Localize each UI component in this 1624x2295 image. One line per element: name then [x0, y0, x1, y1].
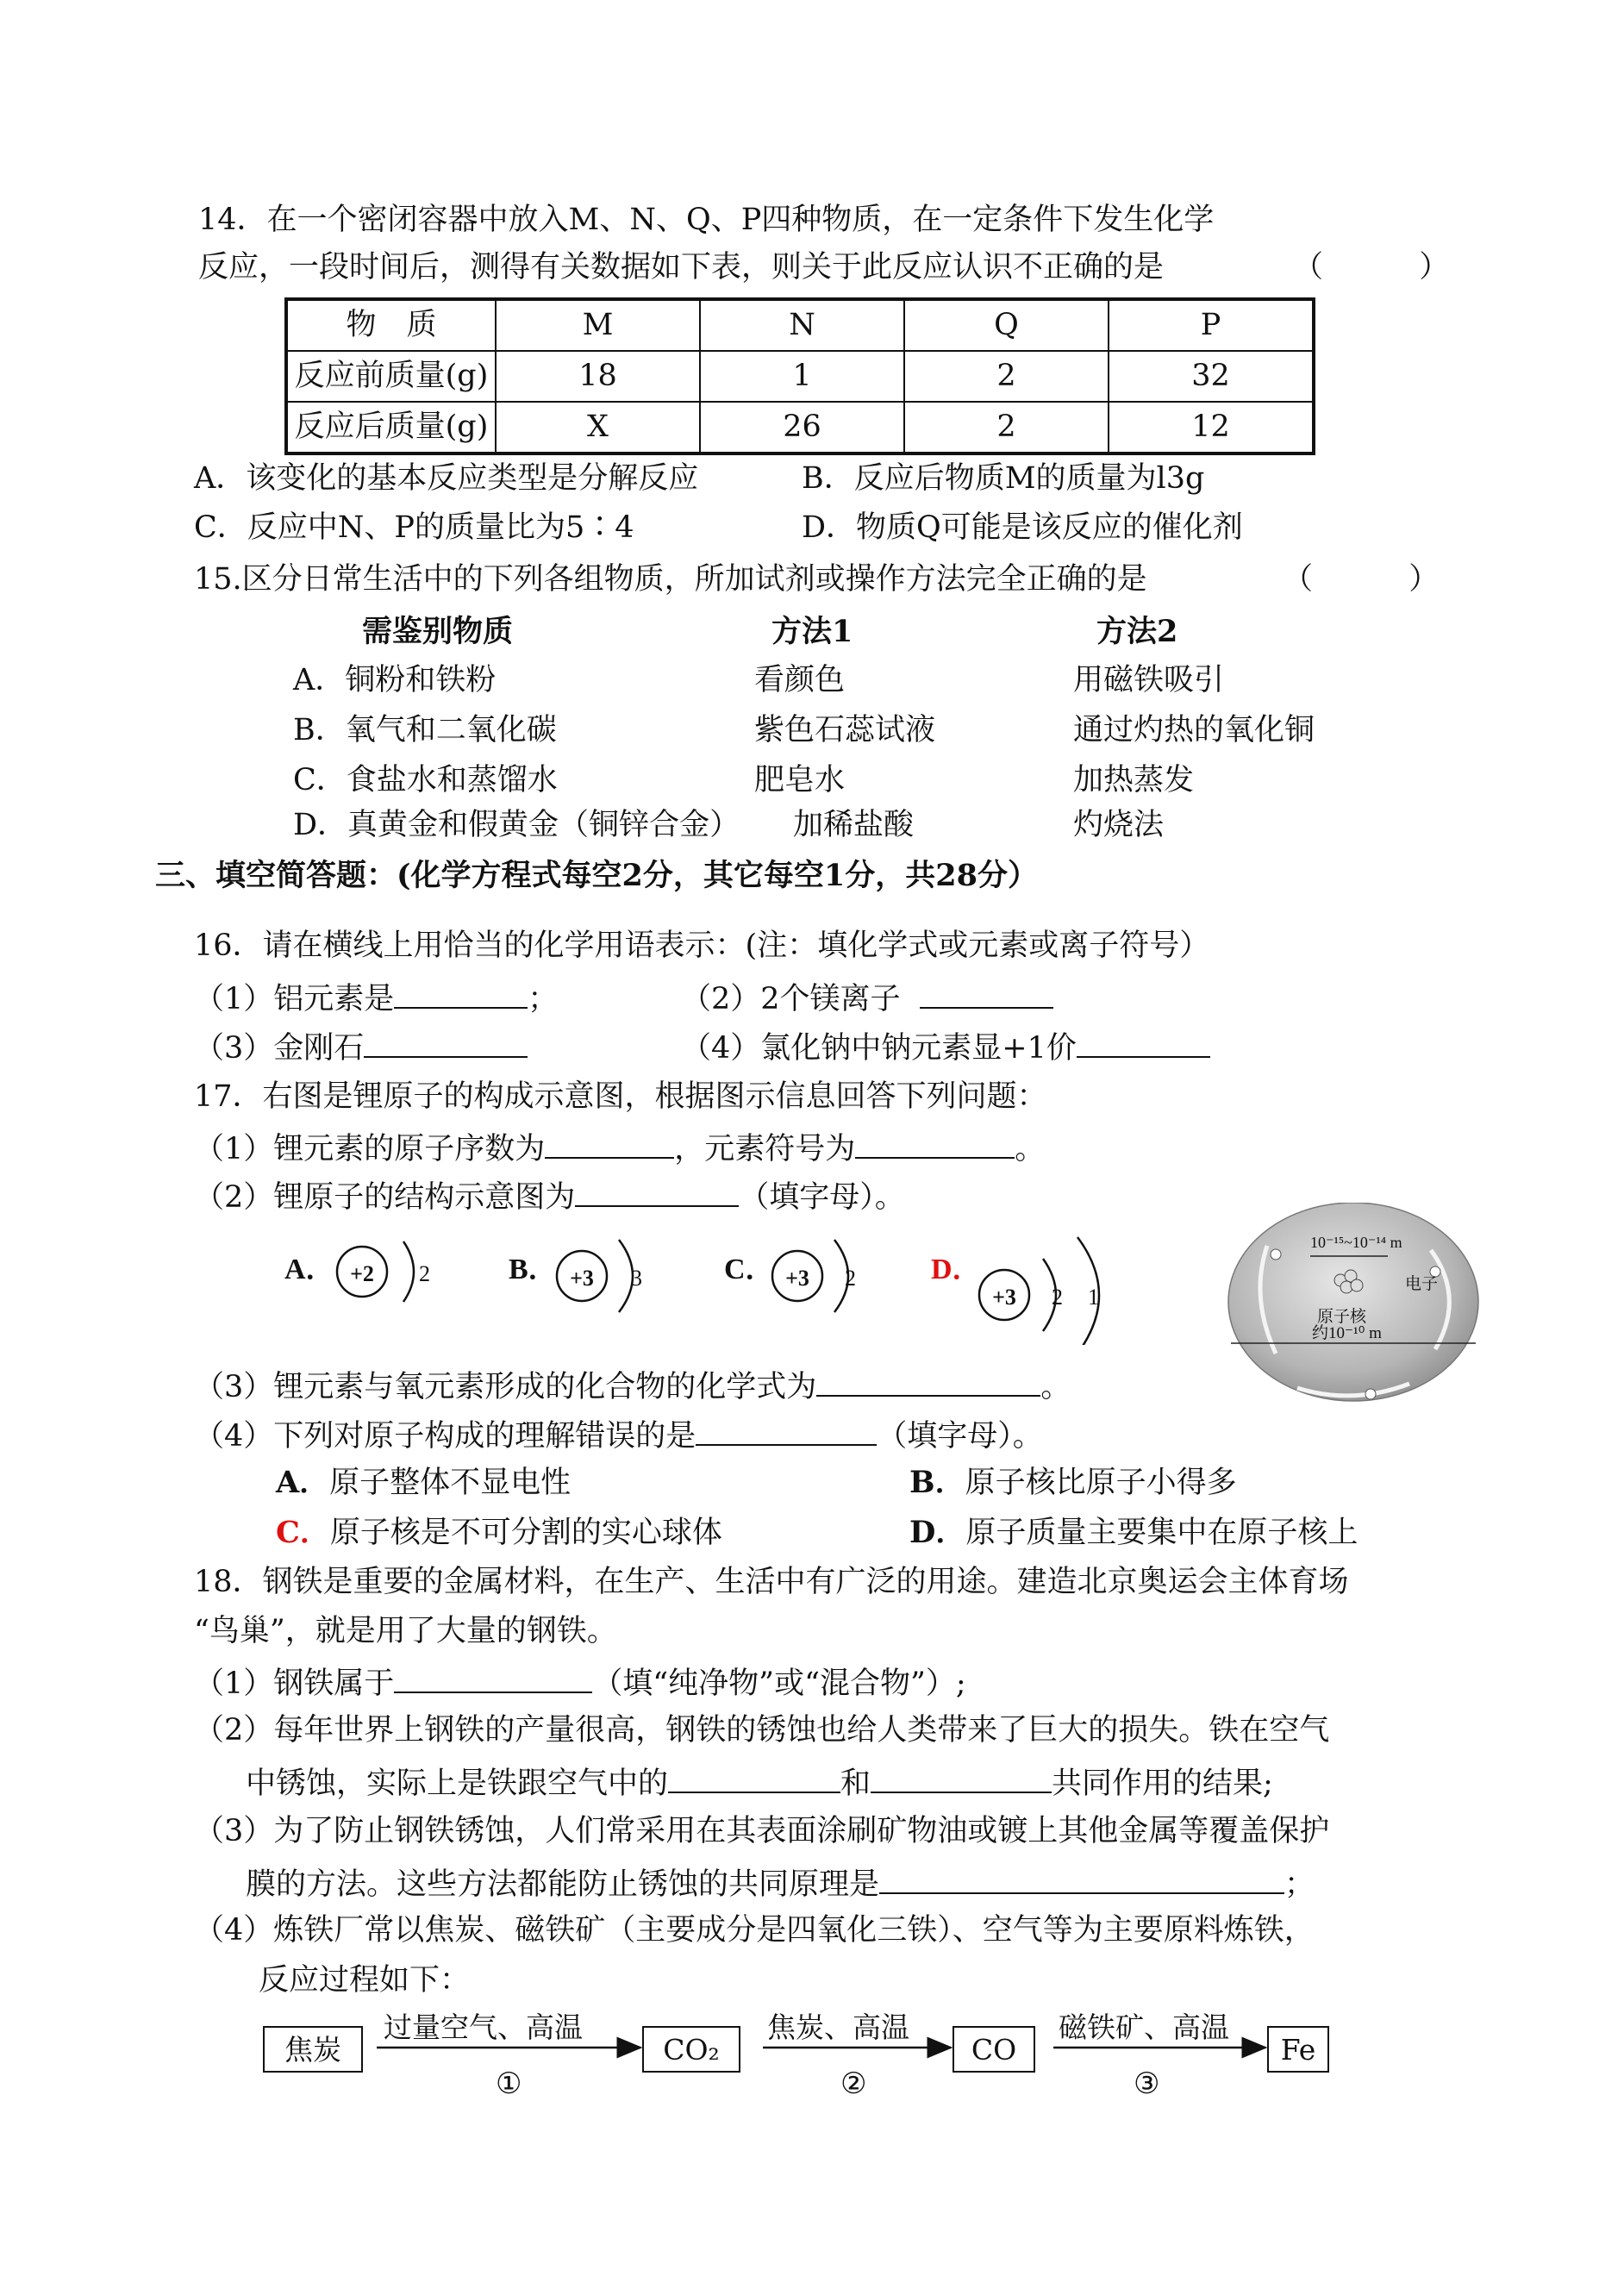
option-c-letter: C． [724, 1254, 775, 1285]
q15-row-d-method2: 灼烧法 [1073, 808, 1165, 842]
answer-blank[interactable] [575, 1179, 739, 1207]
q18-part3-line1: （3）为了防止钢铁锈蚀，人们常采用在其表面涂刷矿物油或镀上其他金属等覆盖保护 [194, 1814, 1330, 1848]
q14-option-c: C．反应中N、P的质量比为5∶4 [194, 510, 634, 545]
answer-blank[interactable] [920, 981, 1053, 1009]
q15-col-header-method2: 方法2 [1096, 614, 1178, 649]
nucleon [1351, 1279, 1363, 1291]
table-cell: 26 [700, 402, 904, 453]
q17-part3-end: 。 [1040, 1370, 1071, 1404]
option-text: 原子核比原子小得多 [965, 1466, 1237, 1500]
flow-box-coke: 焦炭 [263, 2026, 363, 2073]
nucleus-size-label: 10⁻¹⁵~10⁻¹⁴ m [1310, 1234, 1402, 1251]
table-cell: 物 质 [286, 299, 496, 351]
q17-part1-label: （1）锂元素的原子序数为 [194, 1132, 546, 1166]
q17-part1-mid: ，元素符号为 [674, 1132, 856, 1166]
q16-part4-label: （4）氯化钠中钠元素显+1价 [681, 1031, 1077, 1066]
q16-part4 [681, 1030, 1210, 1064]
q15-row-a-method2: 用磁铁吸引 [1073, 663, 1225, 697]
option-text: 原子整体不显电性 [329, 1466, 572, 1500]
q14-stem-line2: 反应，一段时间后，测得有关数据如下表，则关于此反应认识不正确的是 [198, 250, 1165, 285]
q17-part3 [194, 1369, 1071, 1403]
option-text: 原子质量主要集中在原子核上 [965, 1516, 1359, 1550]
q14-option-a: A．该变化的基本反应类型是分解反应 [194, 461, 699, 496]
answer-blank[interactable] [1077, 1030, 1210, 1058]
option-a-letter: A． [284, 1254, 335, 1285]
answer-blank[interactable] [816, 1369, 1040, 1397]
flow-step2-number: ② [840, 2067, 867, 2101]
electron-dot [1365, 1389, 1376, 1399]
q15-col-header-items: 需鉴别物质 [362, 614, 514, 649]
shell-electron-count: 3 [631, 1266, 642, 1291]
q18-part2-line1: （2）每年世界上钢铁的产量很高，钢铁的锈蚀也给人类带来了巨大的损失。铁在空气 [194, 1713, 1330, 1748]
option-text: 原子核是不可分割的实心球体 [329, 1516, 722, 1550]
lithium-atom-figure [1215, 1203, 1491, 1410]
q18-stem-line2: “鸟巢”，就是用了大量的钢铁。 [194, 1614, 617, 1648]
option-letter: D． [909, 1515, 966, 1550]
option-letter: C． [276, 1515, 330, 1550]
answer-blank[interactable] [364, 1030, 528, 1058]
electron-label: 电子 [1405, 1275, 1439, 1293]
flow-step1-number: ① [496, 2067, 522, 2101]
q18-part2-line2 [246, 1766, 1273, 1799]
q16-part1 [194, 981, 558, 1015]
q18-part2-label: 中锈蚀，实际上是铁跟空气中的 [246, 1767, 669, 1801]
q15-row-a-item: A．铜粉和铁粉 [293, 663, 497, 697]
answer-blank[interactable] [871, 1766, 1052, 1793]
q17-part3-label: （3）锂元素与氧元素形成的化合物的化学式为 [194, 1370, 817, 1404]
nucleus-charge: +3 [785, 1266, 809, 1291]
diameter-label: 约10⁻¹⁰ m [1312, 1324, 1382, 1342]
answer-blank[interactable] [696, 1418, 877, 1446]
q18-part4-line2: 反应过程如下： [259, 1963, 471, 1998]
q17-option-d [909, 1517, 1358, 1548]
q14-stem-line1: 14．在一个密闭容器中放入M、N、Q、P四种物质，在一定条件下发生化学 [198, 203, 1215, 237]
q18-part1 [194, 1666, 966, 1699]
table-cell: 反应后质量(g) [286, 402, 496, 453]
q15-row-b-method1: 紫色石蕊试液 [754, 713, 936, 747]
flow-box-co2: CO₂ [642, 2026, 740, 2073]
table-cell: P [1109, 299, 1314, 351]
table-row [286, 351, 1314, 402]
q18-part3-line2 [246, 1867, 1315, 1900]
q14-answer-paren: （ ） [1293, 250, 1450, 285]
table-cell: 反应前质量(g) [286, 351, 496, 402]
q17-part4-end: （填字母）。 [877, 1419, 1043, 1454]
q14-option-d: D．物质Q可能是该反应的催化剂 [802, 510, 1243, 545]
answer-blank[interactable] [394, 981, 528, 1009]
q18-part1-end: （填“纯净物”或“混合物”）; [592, 1667, 966, 1701]
table-cell: 1 [700, 351, 904, 402]
q18-part3-end: ； [1284, 1867, 1315, 1902]
q17-option-a [276, 1467, 571, 1498]
q17-part1 [194, 1131, 1045, 1165]
atom-sphere [1228, 1203, 1478, 1401]
q18-part2-end: 共同作用的结果; [1052, 1767, 1273, 1801]
option-b-letter: B． [509, 1254, 558, 1285]
q17-option-b [909, 1467, 1237, 1498]
table-cell: 2 [904, 402, 1109, 453]
q15-stem: 15.区分日常生活中的下列各组物质，所加试剂或操作方法完全正确的是 [194, 562, 1147, 597]
q17-part4 [194, 1418, 1043, 1452]
q17-part1-end: 。 [1015, 1132, 1046, 1166]
q16-part3-label: （3）金刚石 [194, 1031, 365, 1066]
nucleus-charge: +3 [570, 1266, 594, 1291]
q17-part2-end: （填字母）。 [739, 1180, 905, 1215]
shell-electron-count: 1 [1088, 1285, 1099, 1310]
nucleus-charge: +3 [992, 1285, 1016, 1310]
q16-part2-label: （2）2个镁离子 [681, 982, 901, 1016]
shell-electron-count: 2 [845, 1266, 856, 1291]
q18-stem-line1: 18．钢铁是重要的金属材料，在生产、生活中有广泛的用途。建造北京奥运会主体育场 [194, 1565, 1349, 1599]
table-cell: Q [904, 299, 1109, 351]
q15-row-b-method2: 通过灼热的氧化铜 [1073, 713, 1315, 747]
nucleus-charge: +2 [350, 1261, 374, 1286]
flow-box-co: CO [953, 2026, 1035, 2073]
q18-part4-line1: （4）炼铁厂常以焦炭、磁铁矿（主要成分是四氧化三铁）、空气等为主要原料炼铁， [194, 1913, 1315, 1948]
q15-row-c-method1: 肥皂水 [754, 763, 846, 797]
option-letter: A． [276, 1465, 330, 1500]
flow-arrow2-label: 焦炭、高温 [767, 2010, 909, 2044]
table-cell: N [700, 299, 904, 351]
flow-box-fe: Fe [1267, 2026, 1329, 2073]
table-cell: M [496, 299, 700, 351]
q17-part2-label: （2）锂原子的结构示意图为 [194, 1180, 576, 1215]
q15-row-a-method1: 看颜色 [754, 663, 846, 697]
q15-row-d-method1: 加稀盐酸 [793, 808, 915, 842]
table-header-row [286, 299, 1314, 351]
q17-option-c [276, 1517, 722, 1548]
table-cell: 2 [904, 351, 1109, 402]
option-d-letter: D． [931, 1254, 982, 1285]
q16-part3 [194, 1030, 528, 1064]
q15-answer-paren: （ ） [1283, 562, 1440, 597]
q17-part4-label: （4）下列对原子构成的理解错误的是 [194, 1419, 696, 1454]
atomic-structure-options [259, 1216, 1146, 1345]
q18-part3-label: 膜的方法。这些方法都能防止锈蚀的共同原理是 [246, 1867, 880, 1902]
answer-blank[interactable] [545, 1131, 674, 1159]
q16-part1-label: （1）铝元素是 [194, 982, 395, 1016]
q18-part2-and: 和 [840, 1767, 871, 1801]
q16-part2 [681, 981, 1053, 1015]
table-cell: 32 [1109, 351, 1314, 402]
answer-blank[interactable] [394, 1666, 592, 1693]
q15-row-c-method2: 加热蒸发 [1073, 763, 1195, 797]
option-letter: B． [909, 1465, 965, 1500]
q16-part1-end: ； [528, 982, 559, 1016]
nucleus-label: 原子核 [1317, 1308, 1367, 1326]
flow-step3-number: ③ [1134, 2067, 1160, 2101]
q14-data-table [284, 297, 1315, 455]
q15-row-d-item: D．真黄金和假黄金（铜锌合金） [293, 808, 740, 842]
table-cell: 12 [1109, 402, 1314, 453]
q18-part1-label: （1）钢铁属于 [194, 1667, 395, 1701]
answer-blank[interactable] [879, 1867, 1284, 1894]
shell-electron-count: 2 [419, 1261, 430, 1286]
shell-electron-count: 2 [1052, 1285, 1063, 1310]
q15-row-c-item: C．食盐水和蒸馏水 [293, 763, 558, 797]
q17-stem: 17．右图是锂原子的构成示意图，根据图示信息回答下列问题： [194, 1079, 1047, 1114]
flow-arrow1-label: 过量空气、高温 [384, 2010, 583, 2044]
table-cell: 18 [496, 351, 700, 402]
answer-blank[interactable] [668, 1766, 840, 1793]
section-heading: 三、填空简答题：(化学方程式每空2分，其它每空1分，共28分） [155, 858, 1038, 893]
answer-blank[interactable] [855, 1131, 1015, 1159]
q16-stem: 16．请在横线上用恰当的化学用语表示：(注：填化学式或元素或离子符号） [194, 929, 1210, 963]
electron-shell [403, 1241, 414, 1302]
flow-arrows [0, 2035, 1624, 2060]
electron-dot [1271, 1249, 1281, 1260]
q14-option-b: B．反应后物质M的质量为l3g [802, 461, 1205, 496]
table-row [286, 402, 1314, 453]
flow-arrow3-label: 磁铁矿、高温 [1059, 2010, 1229, 2044]
q15-col-header-method1: 方法1 [771, 614, 853, 649]
q17-part2 [194, 1179, 905, 1213]
q15-row-b-item: B．氧气和二氧化碳 [293, 713, 557, 747]
table-cell: X [496, 402, 700, 453]
